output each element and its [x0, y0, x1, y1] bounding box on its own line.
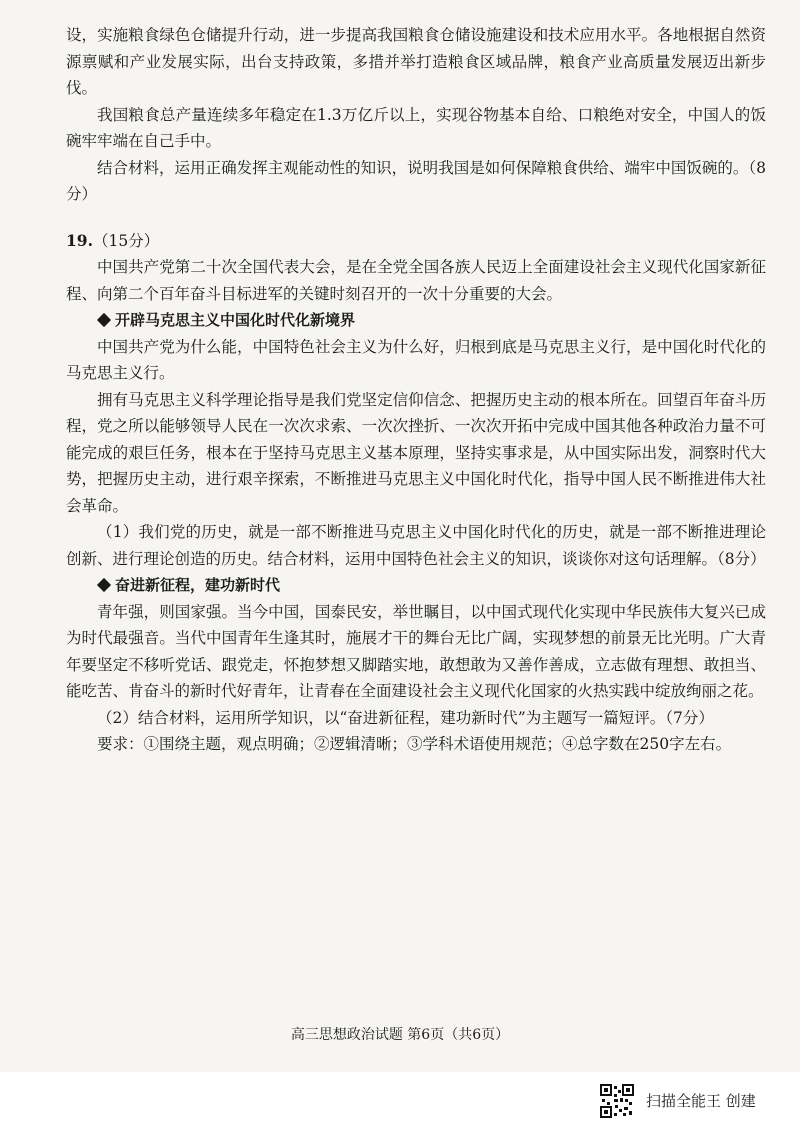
question-score: （15分） [92, 231, 160, 250]
section-heading-2: 奋进新征程，建功新时代 [66, 572, 766, 599]
diamond-bullet-icon [97, 313, 111, 327]
material-2: 青年强，则国家强。当今中国，国泰民安，举世瞩目，以中国式现代化实现中华民族伟大复兴已成为时代最强音。当代中国青年生逢其时，施展才干的舞台无比广阔，实现梦想的前景无比光明。广大青年要坚定不移听党话、跟党走，怀抱梦想又脚踏实地，敢想敢为又善作善成，立志做有理想、敢担当、能吃苦、肯奋斗的新时代好青年，让青春在全面建设社会主义现代化国家的火热实践中绽放绚丽之花。 [66, 602, 766, 700]
question-number: 19. [66, 230, 93, 250]
question-18-prompt: 结合材料，运用正确发挥主观能动性的知识，说明我国是如何保障粮食供给、端牢中国饭碗的。（8分） [66, 158, 766, 203]
material-1a: 中国共产党为什么能，中国特色社会主义为什么好，归根到底是马克思主义行，是中国化时代化的马克思主义行。 [66, 337, 766, 382]
sub-question-1: （1）我们党的历史，就是一部不断推进马克思主义中国化时代化的历史，就是一部不断推进理论创新、进行理论创造的历史。结合材料，运用中国特色社会主义的知识，谈谈你对这句话理解。（8分） [66, 523, 766, 568]
material-1b: 拥有马克思主义科学理论指导是我们党坚定信仰信念、把握历史主动的根本所在。回望百年奋斗历程，党之所以能够领导人民在一次次求索、一次次挫折、一次次开拓中完成中国其他各种政治力量不可能完成的艰巨任务，根本在于坚持马克思主义基本原理，坚持实事求是，从中国实际出发，洞察时代大势，把握历史主动，进行艰辛探索，不断推进马克思主义中国化时代化，指导中国人民不断推进伟大社会革命。 [66, 390, 766, 515]
qr-code-icon [600, 1084, 634, 1118]
requirements: 要求：①围绕主题，观点明确；②逻辑清晰；③学科术语使用规范；④总字数在250字左右。 [97, 735, 732, 753]
page-content [66, 22, 766, 758]
material-paragraph-1: 设，实施粮食绿色仓储提升行动，进一步提高我国粮食仓储设施建设和技术应用水平。各地根据自然资源禀赋和产业发展实际，出台支持政策，多措并举打造粮食区域品牌，粮食产业高质量发展迈出新步伐。 [66, 26, 766, 97]
question-19-intro: 中国共产党第二十次全国代表大会，是在全党全国各族人民迈上全面建设社会主义现代化国家新征程、向第二个百年奋斗目标进军的关键时刻召开的一次十分重要的大会。 [66, 258, 766, 303]
section-heading-1: 开辟马克思主义中国化时代化新境界 [66, 307, 766, 334]
diamond-bullet-icon [97, 578, 111, 592]
question-19-header [66, 228, 766, 255]
material-paragraph-2: 我国粮食总产量连续多年稳定在1.3万亿斤以上，实现谷物基本自给、口粮绝对安全，中国人的饭碗牢牢端在自己手中。 [66, 105, 766, 150]
scanner-label: 扫描全能王 创建 [646, 1092, 756, 1110]
page-footer: 高三思想政治试题 第6页（共6页） [290, 1027, 510, 1043]
sub-question-2: （2）结合材料，运用所学知识，以“奋进新征程，建功新时代”为主题写一篇短评。（7分） [97, 708, 714, 727]
